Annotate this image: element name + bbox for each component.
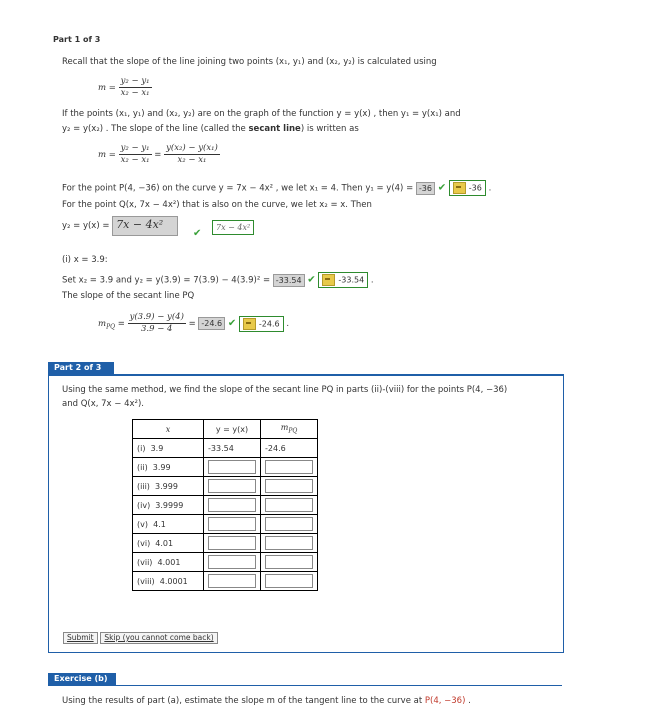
exercise-b-divider — [48, 685, 562, 686]
exercise-b-header: Exercise (b) — [48, 673, 116, 685]
secant-line-term: secant line — [248, 124, 301, 134]
m-input-ii[interactable] — [265, 460, 313, 474]
check-icon: ✔ — [307, 274, 316, 286]
y-input-vi[interactable] — [208, 536, 256, 550]
part2-intro-1: Using the same method, we find the slope of the secant line PQ in parts (ii)-(viii) for the points P(4, −36) — [62, 385, 508, 395]
check-icon: ✔ — [227, 318, 237, 329]
y-input-ii[interactable] — [208, 460, 256, 474]
y2-check — [193, 228, 201, 239]
y2-answer: 7x − 4x² — [212, 220, 254, 235]
point-p-highlight: P(4, −36) — [424, 696, 466, 706]
m-input-iii[interactable] — [265, 479, 313, 493]
table-row: (vi) 4.01 — [133, 534, 318, 553]
table-row: (i) 3.9 -33.54 -24.6 — [133, 439, 318, 458]
col-x-header: x — [133, 420, 204, 439]
y-input-vii[interactable] — [208, 555, 256, 569]
check-icon: ✔ — [437, 182, 447, 194]
part2-header: Part 2 of 3 — [48, 362, 114, 374]
check-icon: ✔ — [193, 228, 202, 239]
key-icon — [322, 274, 335, 286]
table-row: (iii) 3.999 — [133, 477, 318, 496]
slope-input[interactable]: -24.6 — [198, 317, 225, 330]
table-row: (vii) 4.001 — [133, 553, 318, 572]
point-q-line: For the point Q(x, 7x − 4x²) that is also on the curve, we let x₂ = x. Then — [62, 200, 372, 210]
slope-intro: The slope of the secant line PQ — [62, 291, 195, 301]
secant-formula: m = $\frac{\text{y₂ − y₁}}{\text{x₂ − x₁}}$ = $\frac{\text{y(x₂) − y(x₁)}}{\text{x₂ − x₁}}$ — [98, 143, 218, 165]
slope-answer: -24.6 — [239, 316, 284, 332]
y2-input[interactable]: 7x − 4x² — [112, 216, 178, 236]
submit-button[interactable]: Submit — [63, 632, 98, 644]
y39-answer: -33.54 — [318, 272, 368, 288]
exercise-b-text: Using the results of part (a), estimate the slope m of the tangent line to the curve at P(4, −36) . — [62, 696, 471, 706]
part1-header: Part 1 of 3 — [53, 35, 101, 44]
y1-answer: -36 — [449, 180, 486, 196]
y-input-iv[interactable] — [208, 498, 256, 512]
part2-buttons — [63, 632, 218, 644]
col-y-header: y = y(x) — [204, 420, 261, 439]
y2-line: y₂ = y(x) = 7x − 4x² — [62, 216, 178, 236]
y1-input[interactable]: -36 — [416, 182, 435, 195]
m-input-vi[interactable] — [265, 536, 313, 550]
m-input-iv[interactable] — [265, 498, 313, 512]
if-points-line1: If the points (x₁, y₁) and (x₂, y₂) are on the graph of the function y = y(x) , then y₁ = y(x₁) and — [62, 109, 461, 119]
point-p-line: For the point P(4, −36) on the curve y = 7x − 4x² , we let x₁ = 4. Then y₁ = y(4) = -36 ✔ -36 . — [62, 180, 491, 196]
slope-formula: m = $\frac{\text{y₂ − y₁}}{\text{x₂ − x₁}}$ — [98, 76, 150, 98]
table-row: (iv) 3.9999 — [133, 496, 318, 515]
y-input-viii[interactable] — [208, 574, 256, 588]
part2-intro-2: and Q(x, 7x − 4x²). — [62, 399, 144, 409]
key-icon — [243, 318, 256, 330]
case-i-label: (i) x = 3.9: — [62, 255, 108, 265]
m-input-v[interactable] — [265, 517, 313, 531]
slope-calc: $m_{PQ}$ = $\frac{y(3.9) - y(4)}{3.9 - 4}$ = -24.6 ✔ -24.6 . — [98, 312, 290, 334]
key-icon — [453, 182, 466, 194]
table-row: (viii) 4.0001 — [133, 572, 318, 591]
set-x2-line: Set x₂ = 3.9 and y₂ = y(3.9) = 7(3.9) − 4(3.9)² = -33.54 ✔ -33.54 . — [62, 272, 374, 288]
if-points-line2: y₂ = y(x₂) . The slope of the line (called the secant line) is written as — [62, 124, 359, 134]
skip-button[interactable]: Skip (you cannot come back) — [100, 632, 217, 644]
table-header-row — [133, 420, 318, 439]
m-input-viii[interactable] — [265, 574, 313, 588]
y-input-v[interactable] — [208, 517, 256, 531]
m-input-vii[interactable] — [265, 555, 313, 569]
col-m-header: $m_{PQ}$ — [261, 420, 318, 439]
recall-text: Recall that the slope of the line joining two points (x₁, y₁) and (x₂, y₂) is calculated using — [62, 57, 437, 67]
y39-input[interactable]: -33.54 — [273, 274, 305, 287]
y-input-iii[interactable] — [208, 479, 256, 493]
secant-table — [132, 419, 318, 591]
table-row: (v) 4.1 — [133, 515, 318, 534]
table-row: (ii) 3.99 — [133, 458, 318, 477]
